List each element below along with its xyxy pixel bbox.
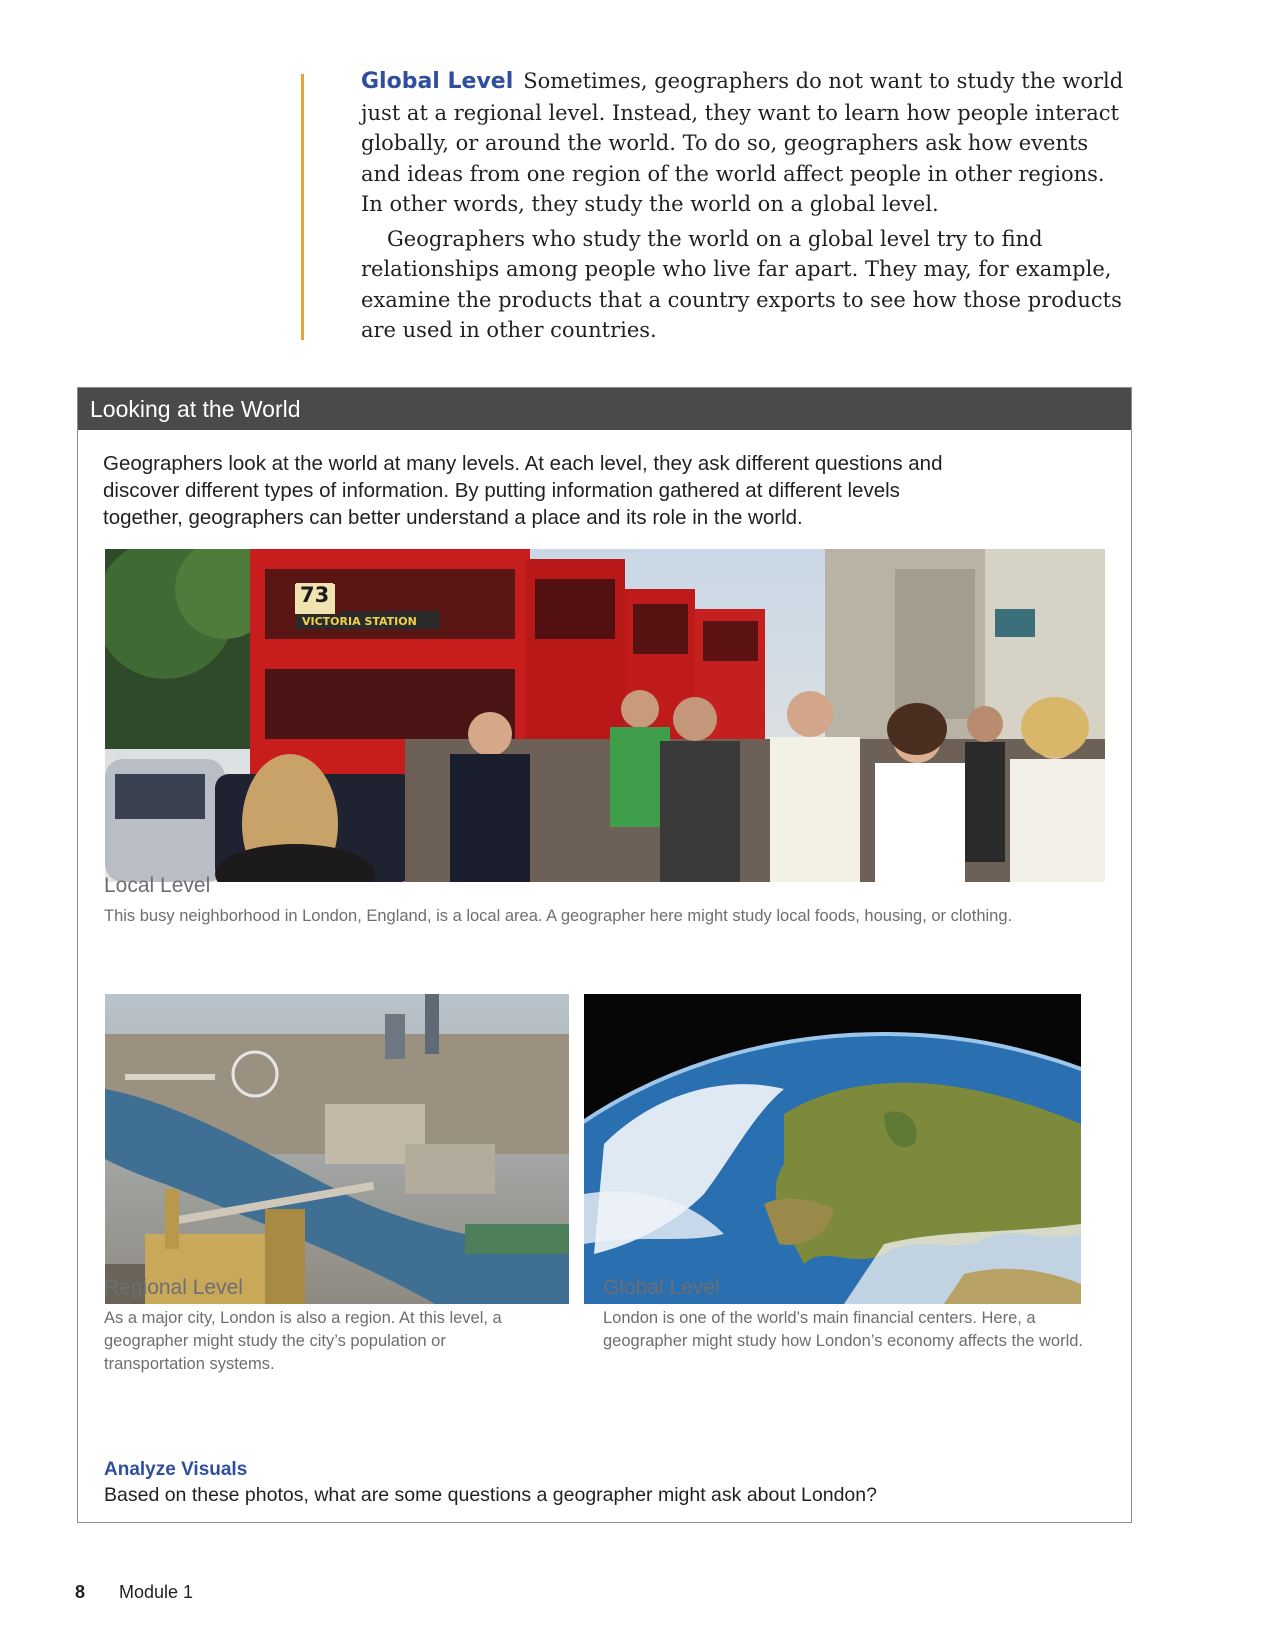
feature-title: Looking at the World [78, 388, 1131, 430]
regional-level-caption-title: Regional Level [104, 1276, 243, 1299]
global-level-heading: Global Level [361, 69, 514, 94]
intro-text-block [361, 66, 1133, 350]
analyze-visuals-question: Based on these photos, what are some questions a geographer might ask about London? [104, 1484, 877, 1506]
feature-intro-text: Geographers look at the world at many levels. At each level, they ask different questions and discover different types of information. By putting information gathered at different levels together, geographers can better understand a place and its role in the world. [103, 452, 943, 529]
sidebar-accent-rule [301, 74, 304, 340]
global-level-caption-title: Global Level [603, 1276, 720, 1299]
intro-paragraph-1 [361, 66, 1133, 220]
regional-level-caption-text: As a major city, London is also a region. At this level, a geographer might study the city’s population or transportation systems. [104, 1309, 502, 1373]
local-level-caption-text: This busy neighborhood in London, England, is a local area. A geographer here might study local foods, housing, or clothing. [104, 907, 1013, 925]
bus-destination-sign: VICTORIA STATION [296, 614, 423, 629]
global-level-photo [584, 994, 1081, 1304]
module-label: Module 1 [119, 1582, 194, 1602]
looking-at-the-world-feature [77, 387, 1132, 1523]
local-level-photo [105, 549, 1105, 882]
bus-route-number: 73 [296, 583, 333, 607]
intro-paragraph-1-text: Sometimes, geographers do not want to study the world just at a regional level. Instead, they want to learn how people interact globally, or around the world. To do so, geographers ask how events and ideas from one region of the world affect people in other regions. In other words, they study the world on a global level. [361, 69, 1124, 216]
local-level-caption-title: Local Level [104, 874, 211, 897]
global-level-caption-text: London is one of the world’s main financial centers. Here, a geographer might study how London’s economy affects the world. [603, 1309, 1084, 1350]
page-number: 8 [75, 1582, 86, 1602]
intro-paragraph-2: Geographers who study the world on a global level try to find relationships among people who live far apart. They may, for example, examine the products that a country exports to see how those products are used in other countries. [361, 226, 1122, 342]
analyze-visuals-title: Analyze Visuals [104, 1459, 248, 1480]
page-footer [75, 1582, 193, 1603]
regional-level-photo [105, 994, 569, 1304]
